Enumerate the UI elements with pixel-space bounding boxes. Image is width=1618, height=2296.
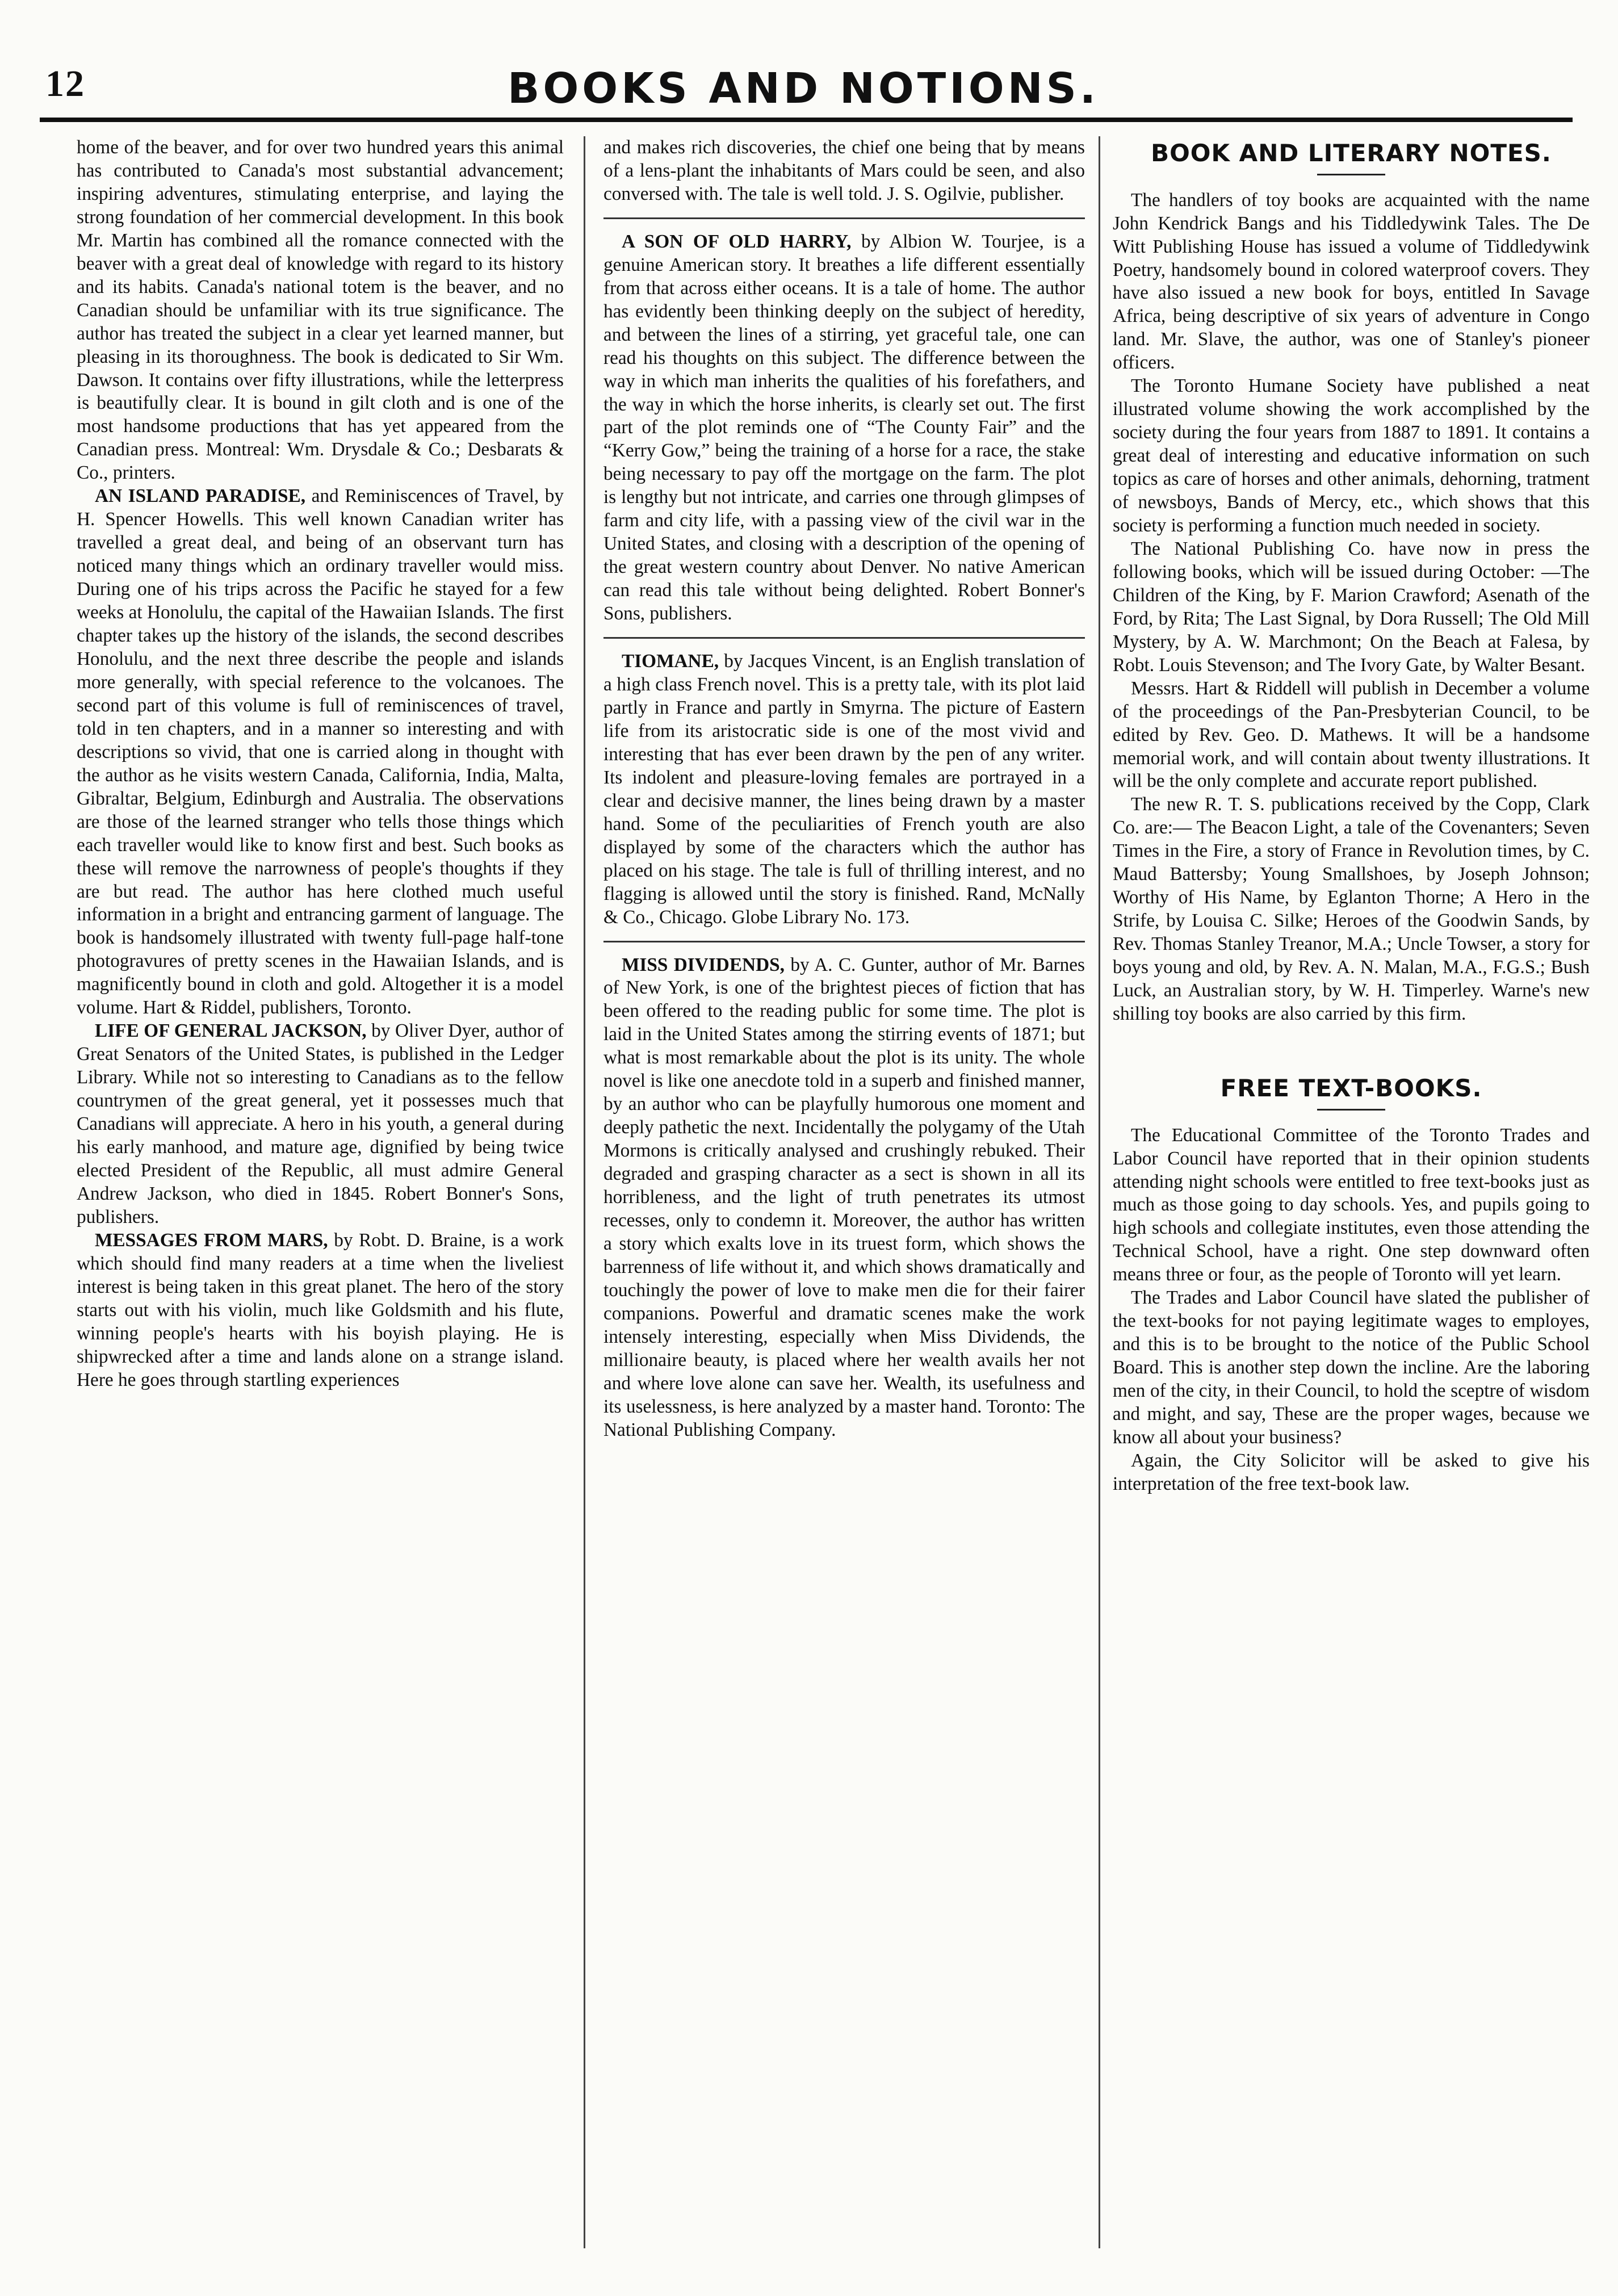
heading-rule <box>1317 174 1385 175</box>
section-heading: BOOK AND LITERARY NOTES. <box>1151 139 1552 167</box>
note-paragraph: The Trades and Labor Council have slated the publisher of the text-books for not paying legitimate wages to employes, and this is to be brought to the notice of the Public School Board. This is another step down the incline. Are the laboring men of the city, in their Council, to hold the sceptre of wisdom and might, and say, These are the proper wages, because we know all about your business? <box>1113 1287 1590 1448</box>
review-body: and Reminiscences of Travel, by H. Spencer Howells. This well known Canadian writer has travelled a great deal, and being of an observant turn has noticed many things which an ordinary traveller would miss. During one of his trips across the Pacific he stayed for a few weeks at Honolulu, the capital of the Hawaiian Islands. The first chapter takes up the history of the islands, the second describes Honolulu, and the next three describe the people and islands more generally, with special reference to the volcanoes. The second part of this volume is full of reminiscences of travel, told in ten chapters, and in a manner so interesting and with descriptions so vivid, that one is carried along in thought with the author as he visits western Canada, California, India, Malta, Gibraltar, Belgium, Edinburgh and Australia. The observations are those of the learned stranger who tells those things which each traveller would like to know first and best. Such books as these will remove the narrowness of people's thoughts if they are but read. The author has here clothed much useful information in a bright and entrancing garment of language. The book is handsomely illustrated with twenty full-page half-tone photogravures of pretty scenes in the Hawaiian Islands, and is magnificently bound in cloth and gold. Altogether it is a model volume. Hart & Riddel, publishers, Toronto. <box>77 485 564 1019</box>
review-title: A SON OF OLD HARRY, <box>622 231 852 252</box>
review-title: TIOMANE, <box>622 651 719 672</box>
review-body: by A. C. Gunter, author of Mr. Barnes of New York, is one of the brightest pieces of fiction that has been offered to the reading public for some time. The plot is laid in the United States among the stirring events of 1871; but what is most remarkable about the plot is its unity. The whole novel is like one anecdote told in a superb and finished manner, by an author who can be playfully humorous one moment and deeply pathetic the next. Incidentally the polygamy of the Utah Mormons is critically analysed and crushingly rebuked. Their degraded and grasping character as a sect is shown in all its horribleness, and the light of truth penetrates its utmost recesses, only to condemn it. Moreover, the author has written a story which exalts love in its truest form, which shows the barrenness of life without it, and which shows dramatically and touchingly the power of love to make men die for their fairer companions. Powerful and dramatic scenes make the work intensely interesting, especially when Miss Dividends, the millionaire beauty, is placed where her wealth avails her not and where love alone can save her. Wealth, its usefulness and its uselessness, is here analyzed by a master hand. Toronto: The National Publishing Company. <box>603 954 1085 1440</box>
review-paragraph: and makes rich discoveries, the chief one being that by means of a lens-plant the inhabitants of Mars could be seen, and also conversed with. The tale is well told. J. S. Ogilvie, publisher. <box>603 137 1085 204</box>
note-paragraph: The Toronto Humane Society have published a neat illustrated volume showing the work accomplished by the society during the four years from 1887 to 1891. It contains a great deal of interesting and educative information on such topics as care of horses and other animals, dehorning, tratment of newsboys, Bands of Mercy, etc., which shows that this society is performing a function much needed in society. <box>1113 375 1590 536</box>
section-separator <box>603 941 1085 942</box>
page-header <box>40 54 1567 122</box>
review-body: by Albion W. Tourjee, is a genuine American story. It breathes a life different essentially from that across either oceans. It is a tale of home. The author has evidently been thinking deeply on the subject of heredity, and between the lines of a stirring, yet graceful tale, one can read his thoughts on this subject. The difference between the way in which man inherits the qualities of his forefathers, and the way in which the horse inherits, is clearly set out. The first part of the plot reminds one of “The County Fair” and the “Kerry Gow,” being the training of a horse for a race, the stake being necessary to pay off the mortgage on the farm. The plot is lengthy but not intricate, and carries one through glimpses of farm and city life, with a passing view of the civil war in the United States, and closing with a description of the opening of the great western country about Denver. No native American can read this tale without being delighted. Robert Bonner's Sons, publishers. <box>603 231 1085 625</box>
note-paragraph: Messrs. Hart & Riddell will publish in December a volume of the proceedings of the Pan-Presbyterian Council, to be edited by Rev. Geo. D. Mathews. It will be a handsome memorial work, and will contain about twenty illustrations. It will be the only complete and accurate report published. <box>1113 677 1590 792</box>
page-number: 12 <box>45 63 85 104</box>
review-paragraph: home of the beaver, and for over two hundred years this animal has contributed to Canada's most substantial advancement; inspiring adventures, stimulating enterprise, and laying the strong foundation of her commercial development. In this book Mr. Martin has combined all the romance connected with the beaver with a great deal of knowledge with regard to its history and its habits. Canada's national totem is the beaver, and no Canadian should be unfamiliar with its true significance. The author has treated the subject in a clear yet learned manner, but pleasing in its thoroughness. The book is dedicated to Sir Wm. Dawson. It contains over fifty illustrations, while the letterpress is beautifully clear. It is bound in gilt cloth and is one of the most handsome productions that has yet appeared from the Canadian press. Montreal: Wm. Drysdale & Co.; Desbarats & Co., printers. <box>77 137 564 484</box>
review-body: by Oliver Dyer, author of Great Senators of the United States, is published in the Ledger Library. While not so interesting to Canadians as to the fellow countrymen of the great general, yet it possesses much that Canadians will appreciate. A hero in his youth, a general during his early manhood, and mature age, dignified by being twice elected President of the Republic, all must admire General Andrew Jackson, who died in 1845. Robert Bonner's Sons, publishers. <box>77 1020 564 1227</box>
section-separator <box>603 217 1085 219</box>
review-body: by Robt. D. Braine, is a work which should find many readers at a time when the liveliest interest is being taken in this great planet. The hero of the story starts out with his violin, much like Goldsmith and his flute, winning people's hearts with his boyish playing. He is shipwrecked after a time and lands alone on a strange island. Here he goes through startling experiences <box>77 1229 564 1390</box>
review-paragraph <box>77 485 564 1020</box>
note-paragraph: The new R. T. S. publications received by the Copp, Clark Co. are:— The Beacon Light, a tale of the Covenanters; Seven Times in the Fire, a story of France in Revolution times, by C. Maud Battersby; Young Smallshoes, by Joseph Johnson; Worthy of His Name, by Eglanton Thorne; A Hero in the Strife, by Louisa C. Silke; Heroes of the Goodwin Sands, by Rev. Thomas Stanley Treanor, M.A.; Uncle Towser, a story for boys young and old, by Rev. A. N. Malan, M.A., F.G.S.; Bush Luck, an Australian story, by W. H. Timperley. Warne's new shilling toy books are also carried by this firm. <box>1113 794 1590 1025</box>
review-paragraph <box>603 231 1085 626</box>
section-spacer <box>1113 1026 1590 1071</box>
review-paragraph <box>603 954 1085 1442</box>
review-title: AN ISLAND PARADISE, <box>95 485 306 507</box>
column-divider <box>584 136 585 2248</box>
publication-title: BOOKS AND NOTIONS. <box>507 64 1100 113</box>
review-body: by Jacques Vincent, is an English translation of a high class French novel. This is a pretty tale, with its plot laid partly in France and partly in Smyrna. The picture of Eastern life from its aristocratic side is one of the most vivid and interesting that has ever been drawn by the pen of any writer. Its indolent and pleasure-loving females are portrayed in a clear and decisive manner, the lines being drawn by a master hand. Some of the peculiarities of French youth are also displayed by some of the characters which the author has placed on his stage. The tale is full of thrilling interest, and no flagging is allowed until the story is finished. Rand, McNally & Co., Chicago. Globe Library No. 173. <box>603 651 1085 928</box>
section-heading: FREE TEXT-BOOKS. <box>1220 1074 1482 1102</box>
review-paragraph <box>77 1229 564 1392</box>
note-paragraph: Again, the City Solicitor will be asked to give his interpretation of the free text-book law. <box>1113 1449 1590 1494</box>
review-paragraph <box>77 1020 564 1229</box>
column-1 <box>77 136 564 2271</box>
column-3 <box>1113 136 1590 2271</box>
review-paragraph <box>603 650 1085 929</box>
review-title: MESSAGES FROM MARS, <box>95 1229 328 1251</box>
review-title: LIFE OF GENERAL JACKSON, <box>95 1020 367 1042</box>
note-paragraph: The handlers of toy books are acquainted with the name John Kendrick Bangs and his Tiddledywink Tales. The De Witt Publishing House has issued a volume of Tiddledywink Poetry, handsomely bound in colored waterproof covers. They have also issued a new book for boys, entitled In Savage Africa, being descriptive of six years of adventure in Congo land. Mr. Slave, the author, was one of Stanley's pioneer officers. <box>1113 189 1590 374</box>
note-paragraph: The National Publishing Co. have now in press the following books, which will be issued during October: —The Children of the King, by F. Marion Crawford; Asenath of the Ford, by Rita; The Last Signal, by Dora Russell; The Old Mill Mystery, by A. W. Marchmont; On the Beach at Falesa, by Robt. Louis Stevenson; and The Ivory Gate, by Walter Besant. <box>1113 538 1590 676</box>
column-2 <box>603 136 1085 2271</box>
note-paragraph: The Educational Committee of the Toronto Trades and Labor Council have reported that in their opinion students attending night schools were entitled to free text-books just as much as those going to day schools. Yes, and pupils going to high schools and collegiate institutes, even those attending the Technical School, have a right. One step downward often means three or four, as the people of Toronto will yet learn. <box>1113 1124 1590 1285</box>
section-separator <box>603 637 1085 639</box>
review-title: MISS DIVIDENDS, <box>622 954 785 975</box>
heading-rule <box>1317 1109 1385 1111</box>
column-divider <box>1099 136 1100 2248</box>
header-rule <box>40 118 1573 122</box>
